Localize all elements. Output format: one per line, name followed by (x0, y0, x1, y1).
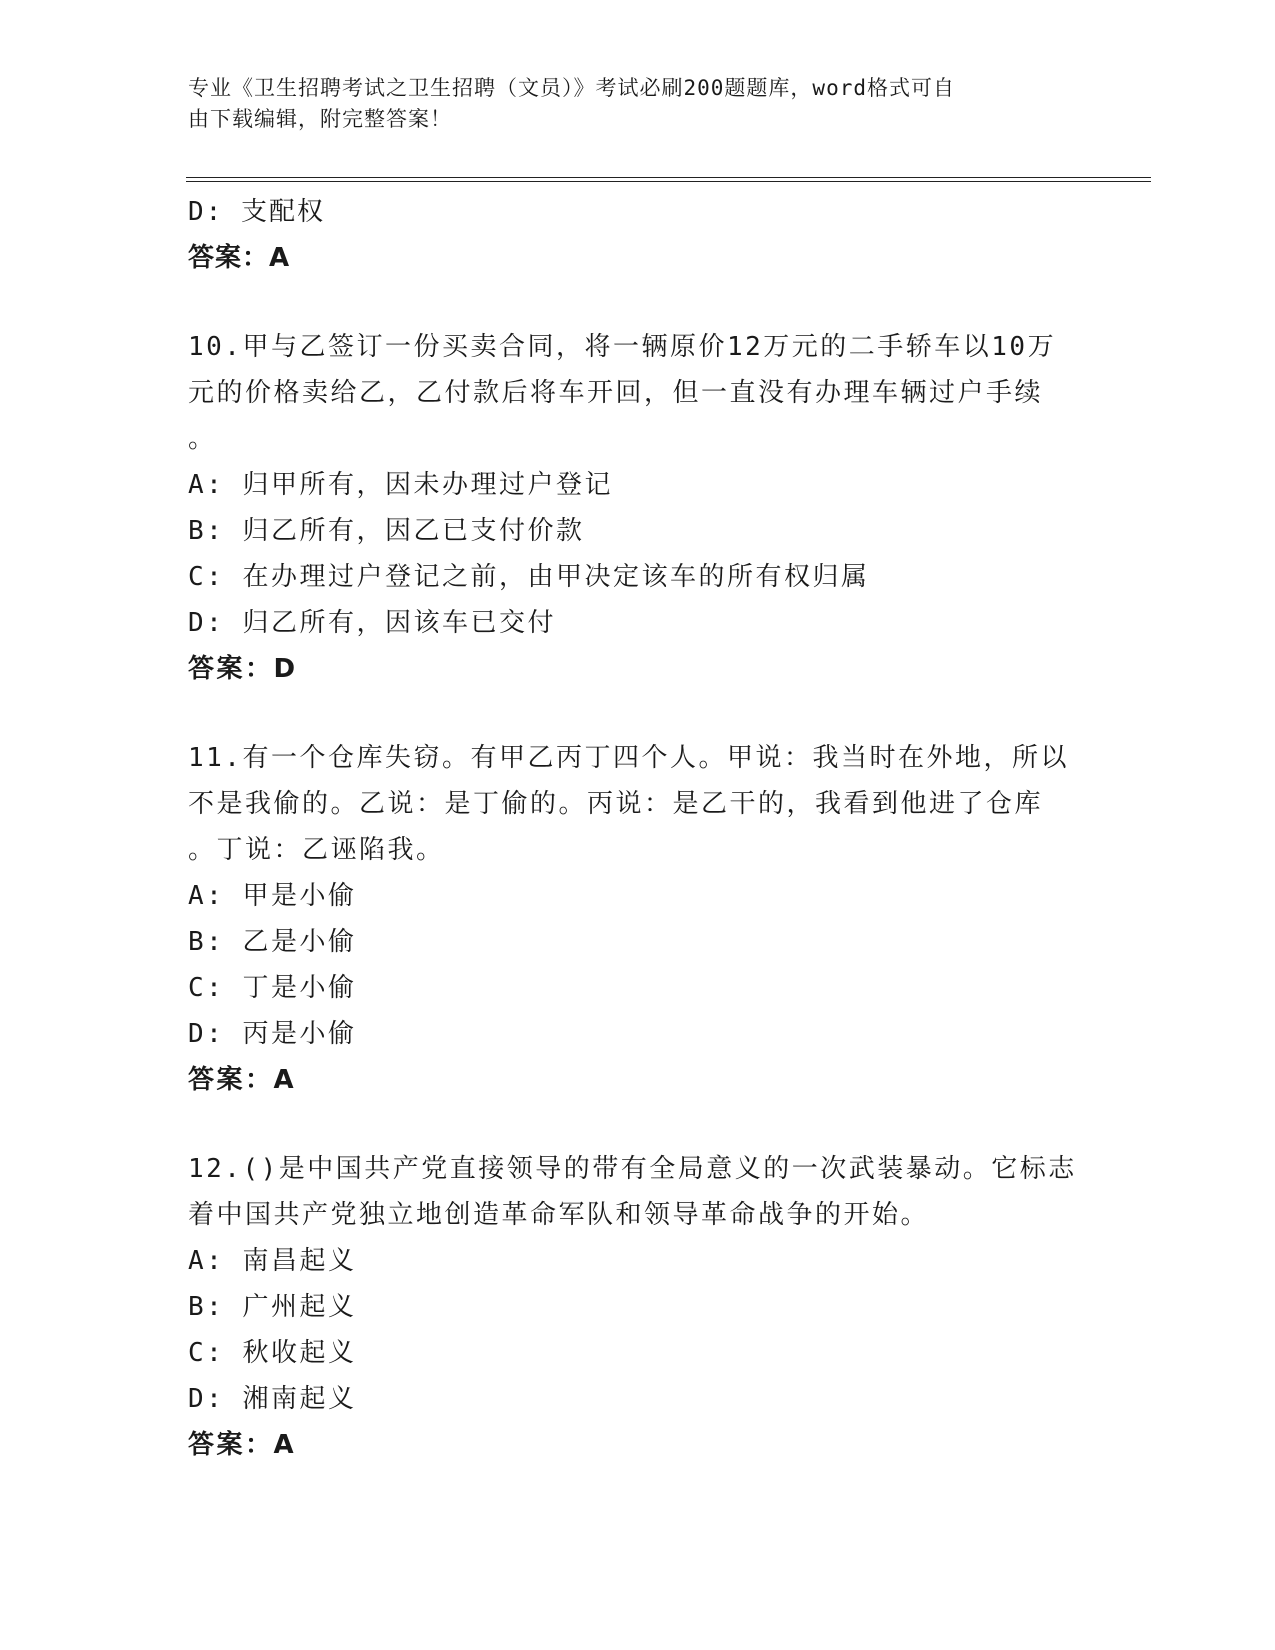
previous-question-tail (188, 189, 1088, 281)
question-text-line: 12.()是中国共产党直接领导的带有全局意义的一次武装暴动。它标志 (188, 1154, 1077, 1184)
option-b: B: 广州起义 (188, 1292, 357, 1322)
page-header (188, 73, 1068, 135)
option-a: A: 甲是小偷 (188, 881, 357, 911)
question-text-line: 11.有一个仓库失窃。有甲乙丙丁四个人。甲说：我当时在外地，所以 (188, 743, 1069, 773)
header-line-2: 由下载编辑，附完整答案！ (188, 107, 452, 131)
option-d: D: 湘南起义 (188, 1384, 357, 1414)
question-text-line: 不是我偷的。乙说：是丁偷的。丙说：是乙干的，我看到他进了仓库 (188, 789, 1044, 819)
option-c: C: 在办理过户登记之前，由甲决定该车的所有权归属 (188, 562, 870, 592)
question-12 (188, 1146, 1088, 1468)
answer-line: 答案：A (188, 1430, 297, 1460)
question-11 (188, 735, 1088, 1103)
option-a: A: 南昌起义 (188, 1246, 357, 1276)
option-c: C: 丁是小偷 (188, 973, 357, 1003)
option-d: D: 归乙所有，因该车已交付 (188, 608, 556, 638)
document-body (188, 189, 1088, 1468)
answer-line: 答案：A (188, 1065, 297, 1095)
question-text-line: 着中国共产党独立地创造革命军队和领导革命战争的开始。 (188, 1200, 930, 1230)
question-10 (188, 324, 1088, 692)
question-text-line: 。丁说：乙诬陷我。 (188, 835, 445, 865)
option-d: D: 丙是小偷 (188, 1019, 357, 1049)
question-text-line: 。 (188, 424, 217, 454)
option-d: D: 支配权 (188, 197, 325, 227)
answer-line: 答案：D (188, 654, 298, 684)
header-line-1: 专业《卫生招聘考试之卫生招聘（文员）》考试必刷200题题库，word格式可自 (188, 76, 955, 100)
question-text-line: 元的价格卖给乙，乙付款后将车开回，但一直没有办理车辆过户手续 (188, 378, 1044, 408)
option-b: B: 归乙所有，因乙已支付价款 (188, 516, 585, 546)
answer-line: 答案：A (188, 243, 291, 273)
option-b: B: 乙是小偷 (188, 927, 357, 957)
question-text-line: 10.甲与乙签订一份买卖合同，将一辆原价12万元的二手轿车以10万 (188, 332, 1057, 362)
option-a: A: 归甲所有，因未办理过户登记 (188, 470, 613, 500)
option-c: C: 秋收起义 (188, 1338, 357, 1368)
header-divider (186, 177, 1151, 182)
